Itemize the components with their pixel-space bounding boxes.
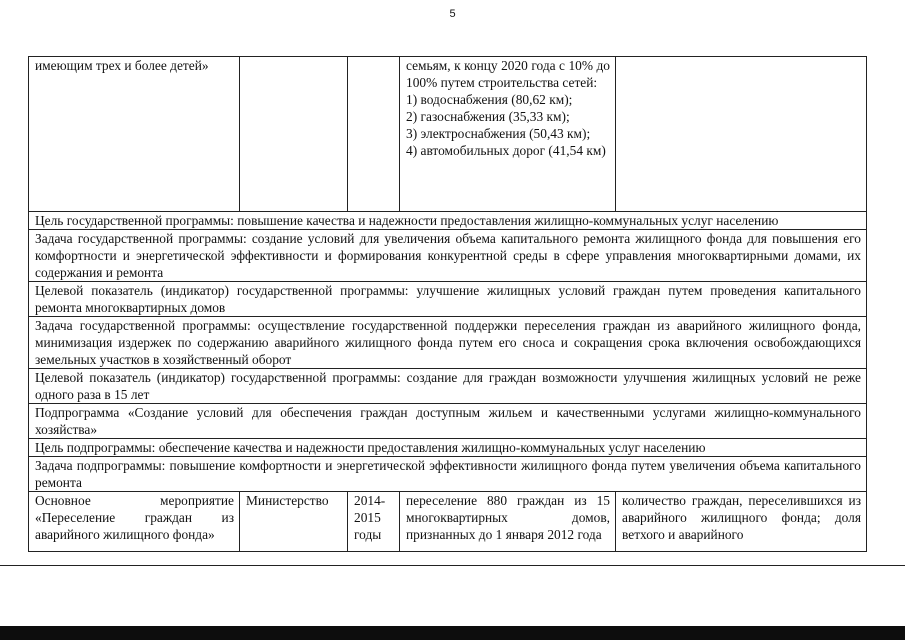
cutoff-line [0, 565, 905, 566]
period-cell [348, 57, 400, 212]
subprogram-task: Задача подпрограммы: повышение комфортности и энергетической эффективности жилищного фонда путем увеличения объема капитального ремонта [29, 457, 867, 492]
program-indicator: Целевой показатель (индикатор) государственной программы: улучшение жилищных условий граждан путем проведения капитального ремонта многоквартирных домов [29, 282, 867, 317]
period-cell: 2014-2015 годы [348, 492, 400, 552]
result-line: 2) газоснабжения (35,33 км); [406, 109, 570, 124]
table-row-full [29, 212, 867, 230]
program-indicator: Целевой показатель (индикатор) государственной программы: создание для граждан возможности улучшения жилищных условий не реже одного раза в 15 лет [29, 369, 867, 404]
table-row-full [29, 439, 867, 457]
indicator-cell [616, 57, 867, 212]
subprogram-title: Подпрограмма «Создание условий для обеспечения граждан доступным жильем и качественными услугами жилищно-коммунального хозяйства» [29, 404, 867, 439]
result-line: 3) электроснабжения (50,43 км); [406, 126, 591, 141]
table-row-full [29, 369, 867, 404]
result-line: семьям, к концу 2020 года с 10% до 100% путем строительства сетей: [406, 58, 610, 90]
result-line: 4) автомобильных дорог (41,54 км) [406, 143, 606, 158]
table-row-full [29, 404, 867, 439]
measure-cell: Основное мероприятие «Переселение граждан из аварийного жилищного фонда» [29, 492, 240, 552]
program-task: Задача государственной программы: осуществление государственной поддержки переселения граждан из аварийного жилищного фонда, минимизация издержек по содержанию аварийного жилищного фонда путем его сноса и сокращения срока включения освобождающихся земельных участков в хозяйственный оборот [29, 317, 867, 369]
program-table [28, 56, 867, 552]
executor-cell [240, 57, 348, 212]
measure-cell: имеющим трех и более детей» [29, 57, 240, 212]
subprogram-goal: Цель подпрограммы: обеспечение качества и надежности предоставления жилищно-коммунальных услуг населению [29, 439, 867, 457]
table-row-full [29, 457, 867, 492]
program-table-sheet [28, 56, 866, 552]
program-goal: Цель государственной программы: повышение качества и надежности предоставления жилищно-коммунальных услуг населению [29, 212, 867, 230]
executor-cell: Министерство [240, 492, 348, 552]
table-row-continuation [29, 57, 867, 212]
result-line: 1) водоснабжения (80,62 км); [406, 92, 573, 107]
page-number: 5 [449, 8, 456, 20]
expected-result-cell [400, 57, 616, 212]
table-row-full [29, 230, 867, 282]
expected-result-cell: переселение 880 граждан из 15 многоквартирных домов, признанных до 1 января 2012 года [400, 492, 616, 552]
program-task: Задача государственной программы: создание условий для увеличения объема капитального ремонта жилищного фонда для повышения его комфортности и энергетической эффективности и формирования конкурентной среды в сфере управления многоквартирными домами, их содержания и ремонта [29, 230, 867, 282]
scan-edge-bar [0, 626, 905, 640]
table-row-full [29, 317, 867, 369]
table-row-full [29, 282, 867, 317]
table-row-measure [29, 492, 867, 552]
indicator-cell: количество граждан, переселившихся из аварийного жилищного фонда; доля ветхого и аварийного [616, 492, 867, 552]
